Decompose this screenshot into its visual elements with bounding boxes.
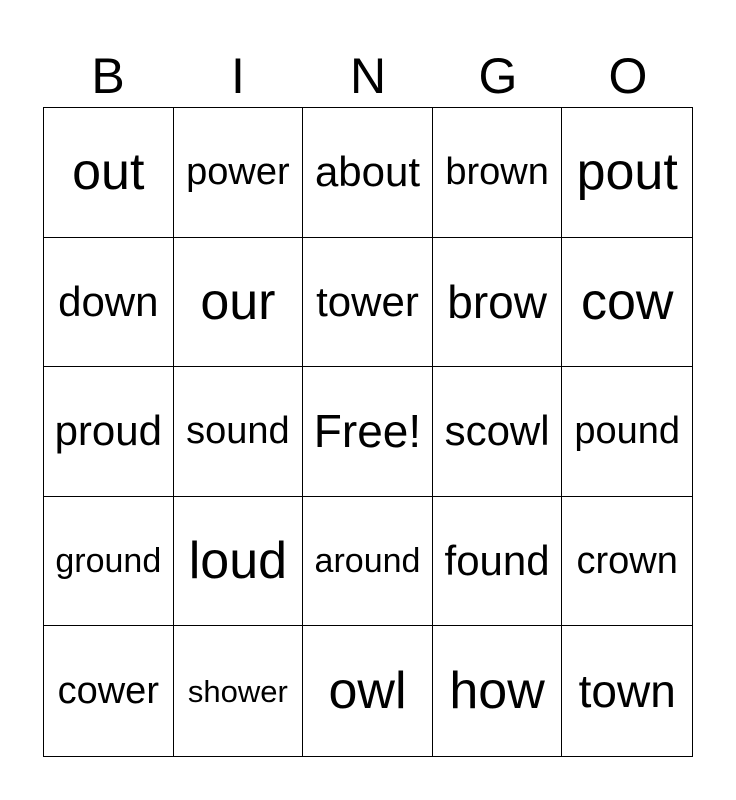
header-letter-n: N [349,48,387,104]
bingo-cell[interactable]: pout [562,108,692,238]
bingo-cell[interactable]: our [174,238,304,368]
header-letter-i: I [231,48,245,104]
bingo-cell[interactable]: how [433,626,563,756]
bingo-cell[interactable]: proud [44,367,174,497]
free-space-cell[interactable]: Free! [303,367,433,497]
bingo-cell[interactable]: tower [303,238,433,368]
bingo-cell[interactable]: brown [433,108,563,238]
bingo-cell[interactable]: town [578,665,676,718]
bingo-board [43,107,693,757]
bingo-cell[interactable]: found [433,497,563,627]
bingo-cell[interactable]: owl [303,626,433,756]
header-letter-b: B [91,48,125,104]
bingo-cell[interactable]: scowl [433,367,563,497]
bingo-cell[interactable]: brow [433,238,563,368]
bingo-cell[interactable]: cower [44,626,174,756]
bingo-cell[interactable]: crown [562,497,692,627]
bingo-cell[interactable]: about [303,108,433,238]
bingo-cell[interactable]: around [303,497,433,627]
bingo-cell[interactable]: pound [562,367,692,497]
bingo-cell[interactable]: shower [174,626,304,756]
bingo-cell[interactable]: out [44,108,174,238]
header-letter-g: G [478,48,518,104]
bingo-cell[interactable]: sound [174,367,304,497]
header-letter-o: O [608,48,648,104]
bingo-cell[interactable]: cow [562,238,692,368]
bingo-cell[interactable]: loud [174,497,304,627]
bingo-cell[interactable]: down [44,238,174,368]
bingo-cell[interactable]: power [174,108,304,238]
bingo-header [43,48,693,104]
bingo-cell[interactable]: ground [44,497,174,627]
